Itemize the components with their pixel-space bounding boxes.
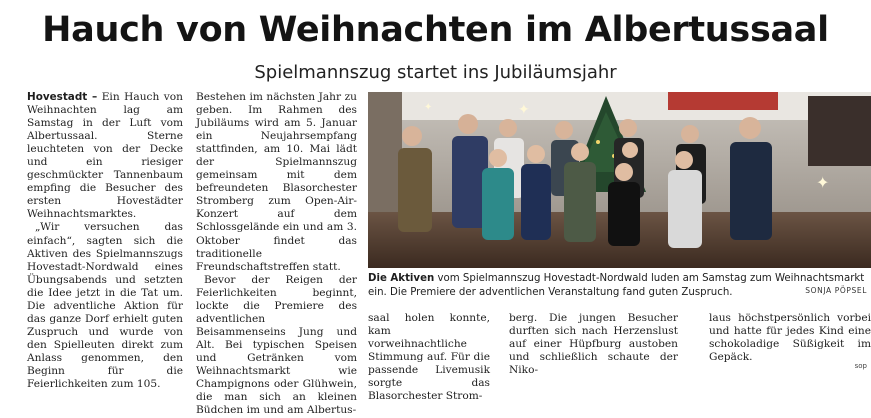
article-column-4: [509, 312, 678, 377]
paragraph-3: Bestehen im nächsten Jahr zu geben. Im Rahmen des Jubiläums wird am 5. Januar ein Neujahrsempfang stattfinden, am 10. Mai lädt der Spielmannszug gemeinsam mit dem befreundeten Blasorchester Stromberg zum Open-Air-Konzert auf dem Schlossgelände ein und am 3. Oktober findet das traditionelle Freundschaftstreffen statt.: [196, 91, 357, 273]
photo-caption: [368, 272, 871, 299]
paragraph-6: berg. Die jungen Besucher durften sich nach Herzenslust auf einer Hüpfburg austoben und schließlich schaute der Niko-: [509, 312, 678, 377]
paragraph-7: laus höchstpersönlich vorbei und hatte für jedes Kind eine schokoladige Süßigkeit im Gepäck.: [709, 312, 871, 364]
article-column-1: [27, 91, 183, 391]
group-photo: [368, 92, 871, 268]
photo-credit: SONJA PÖPSEL: [805, 286, 867, 295]
article-column-3: [368, 312, 490, 403]
dateline: Hovestadt –: [27, 91, 98, 103]
paragraph-1: Ein Hauch von Weihnachten lag am Samstag in der Luft vom Albertussaal. Sterne leuchteten von der Decke und ein riesiger geschmückter Tannenbaum empfing die Besucher des ersten Hovestädter Weihnachtsmarktes.: [27, 91, 183, 221]
caption-text: vom Spielmannszug Hovestadt-Nordwald luden am Samstag zum Weihnachtsmarkt ein. Die Premiere der adventlichen Veranstaltung fand guten Zuspruch.: [368, 273, 865, 298]
svg-text:✦: ✦: [424, 102, 433, 113]
svg-text:✦: ✦: [518, 102, 530, 118]
paragraph-2: „Wir versuchen das einfach“, sagten sich die Aktiven des Spielmannszugs Hovestadt-Nordwald eines Übungsabends und setzten die Idee jetzt in die Tat um. Die adventliche Aktion für das ganze Dorf erhielt guten Zuspruch und wurde von den Spielleuten direkt zum Anlass genommen, den Beginn für die Feierlichkeiten zum 105.: [27, 221, 183, 391]
svg-text:✦: ✦: [816, 173, 830, 192]
caption-lead: Die Aktiven: [368, 273, 435, 284]
paragraph-4: Bevor der Reigen der Feierlichkeiten beginnt, lockte die Premiere des adventlichen Beisammenseins Jung und Alt. Bei typischen Speisen und Getränken vom Weihnachtsmarkt wie Champignons oder Glühwein, die man sich an kleinen Büdchen im und am Albertus-: [196, 273, 357, 417]
author-tag: sop: [854, 362, 867, 370]
article-column-2: [196, 91, 357, 417]
article-column-5: [709, 312, 871, 364]
paragraph-5: saal holen konnte, kam vorweihnachtliche Stimmung auf. Für die passende Livemusik sorgte das Blasorchester Strom-: [368, 312, 490, 403]
subheadline: Spielmannszug startet ins Jubiläumsjahr: [254, 62, 617, 83]
headline: Hauch von Weihnachten im Albertussaal: [42, 10, 829, 50]
